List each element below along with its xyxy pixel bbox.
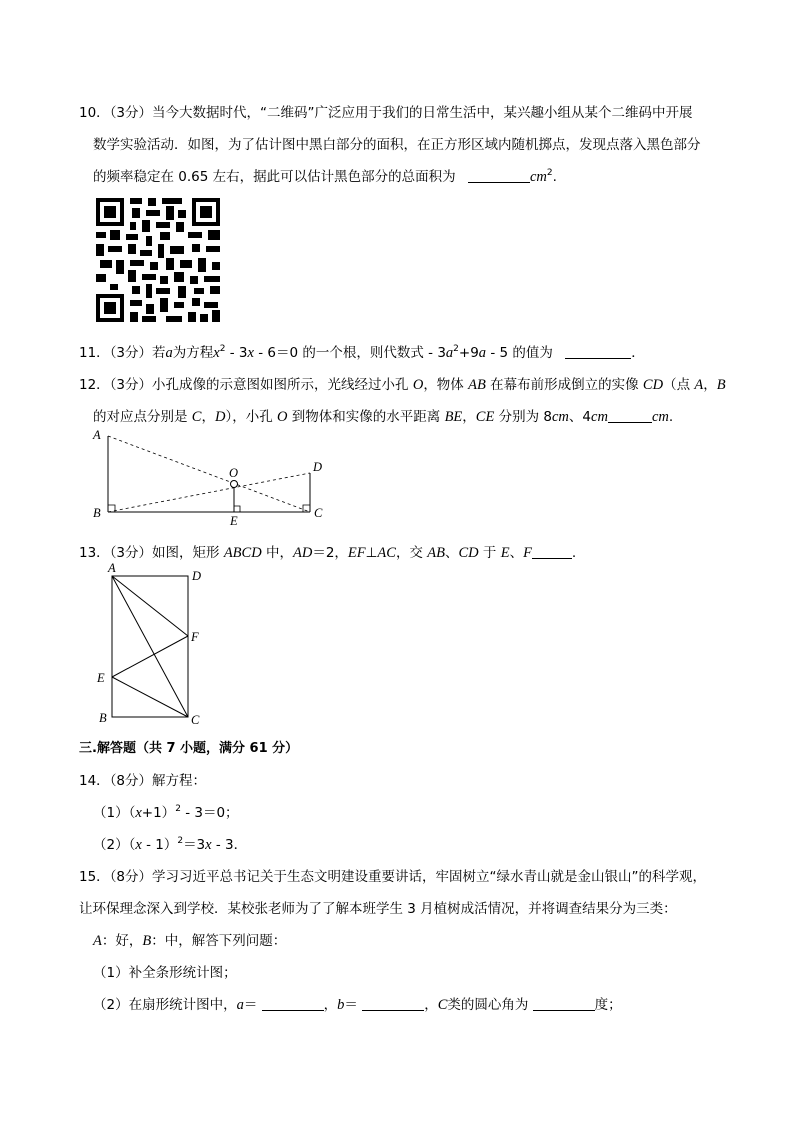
q12-line1 xyxy=(79,373,726,394)
q12-text: ），小孔 xyxy=(225,409,277,425)
q13-end: . xyxy=(571,545,577,561)
q15-line3 xyxy=(93,929,286,950)
q12-var: D xyxy=(214,409,226,425)
q12-line2 xyxy=(93,405,673,426)
label-C: C xyxy=(191,713,200,727)
q11-text: - 3 xyxy=(225,345,248,361)
q12-unit: cm xyxy=(651,409,669,425)
q12-var: CD xyxy=(642,377,664,393)
q13-text: 如图，矩形 xyxy=(152,545,224,561)
qr-code-image xyxy=(96,198,220,322)
q11-text: +9 xyxy=(458,345,479,361)
q11-score: （3分） xyxy=(109,345,153,361)
q14-sup: 2 xyxy=(175,804,181,814)
q11-line xyxy=(79,341,645,362)
q15-text: ：好， xyxy=(101,933,143,949)
q15-blank-angle[interactable] xyxy=(533,996,595,1011)
q12-var: O xyxy=(412,377,424,393)
q11-var-x: x xyxy=(247,345,254,361)
q15-part1: （1）补全条形统计图； xyxy=(93,965,237,981)
q11-sup: 2 xyxy=(453,344,459,354)
q14-sup: 2 xyxy=(177,836,184,846)
q13-text: 中， xyxy=(261,545,293,561)
q11-var-x: x xyxy=(213,345,220,361)
q15-line2 xyxy=(79,897,677,917)
label-E: E xyxy=(230,514,238,528)
q15-text: 类的圆心角为 xyxy=(447,997,533,1013)
q12-var: BE xyxy=(444,409,463,425)
q15-var: C xyxy=(437,997,448,1013)
q14-text: （2）（ xyxy=(93,837,136,853)
q12-text: ， xyxy=(703,377,717,393)
q13-text: ，交 xyxy=(395,545,428,561)
q11-text: - 6＝0 的一个根，则代数式 - 3 xyxy=(253,345,446,361)
q11-var-a: a xyxy=(478,345,487,361)
q12-score: （3分） xyxy=(109,377,153,393)
q15-var: B xyxy=(142,933,152,949)
q15-text-2: 让环保理念深入到学校．某校张老师为了了解本班学生 3 月植树成活情况，并将调查结果分为三类： xyxy=(79,901,677,917)
q10-text-1: 当今大数据时代，“二维码”广泛应用于我们的日常生活中，某兴趣小组从某个二维码中开展 xyxy=(152,105,693,121)
q10-answer-blank[interactable] xyxy=(468,168,530,183)
q10-line2 xyxy=(93,133,701,153)
q11-text: 若 xyxy=(152,345,166,361)
pinhole-diagram xyxy=(88,425,338,530)
q15-text: ：中，解答下列问题： xyxy=(151,933,287,949)
q12-answer-blank[interactable] xyxy=(608,408,652,423)
q10-line3 xyxy=(93,165,557,186)
q14-text: - 1） xyxy=(141,837,178,853)
q15-blank-b[interactable] xyxy=(362,996,424,1011)
q15-part2 xyxy=(93,993,622,1014)
q13-var: F xyxy=(523,545,532,561)
q12-end: . xyxy=(668,409,674,425)
q12-unit: cm xyxy=(591,409,608,425)
q13-text: 于 xyxy=(478,545,501,561)
q12-unit: cm xyxy=(552,409,569,425)
q11-end: ． xyxy=(631,345,645,361)
q11-text: - 5 的值为 xyxy=(486,345,553,361)
q11-var-a: a xyxy=(165,345,173,361)
q10-text-2: 数学实验活动．如图，为了估计图中黑白部分的面积，在正方形区域内随机掷点，发现点落入黑色部分 xyxy=(93,137,701,153)
q13-text: 、 xyxy=(509,545,524,561)
q15-score: （8分） xyxy=(109,869,153,885)
label-O: O xyxy=(229,466,239,480)
q10-score: （3分） xyxy=(109,105,153,121)
q14-text: （1）（ xyxy=(93,805,136,821)
q15-text: ， xyxy=(323,997,338,1013)
q13-text: 、 xyxy=(444,545,459,561)
q11-number: 11． xyxy=(79,345,110,361)
q10-line1 xyxy=(79,101,693,121)
q14-var: x xyxy=(135,805,142,821)
q12-text: ， xyxy=(462,409,476,425)
q12-text: 小孔成像的示意图如图所示，光线经过小孔 xyxy=(152,377,413,393)
q12-text: 的对应点分别是 xyxy=(93,409,192,425)
q13-var: AB xyxy=(427,545,445,561)
q12-var: A xyxy=(694,377,704,393)
q13-line xyxy=(79,541,576,562)
q13-var: AC xyxy=(377,545,396,561)
q12-var: CE xyxy=(475,409,495,425)
q13-text: ＝2， xyxy=(312,545,348,561)
label-E: E xyxy=(97,671,105,685)
q13-answer-blank[interactable] xyxy=(532,544,572,559)
q15-var: a xyxy=(236,997,244,1013)
label-B: B xyxy=(93,506,101,520)
q15-text: ， xyxy=(424,997,438,1013)
q13-var: EF xyxy=(347,545,366,561)
q15-var: A xyxy=(93,933,102,949)
q10-unit-sup: 2 xyxy=(546,168,553,178)
q14-title-line xyxy=(79,769,206,789)
q14-text: +1） xyxy=(141,805,176,821)
q12-text: 、4 xyxy=(568,409,592,425)
q11-answer-blank[interactable] xyxy=(565,344,631,359)
label-F: F xyxy=(191,630,199,644)
label-D: D xyxy=(313,460,323,474)
q14-score: （8分） xyxy=(109,773,153,789)
q15-text: （2）在扇形统计图中， xyxy=(93,997,237,1013)
q10-number: 10． xyxy=(79,105,110,121)
q14-var: x xyxy=(205,837,212,853)
q13-var: E xyxy=(500,545,510,561)
q11-var-a: a xyxy=(445,345,454,361)
section-heading: 三.解答题（共 7 小题，满分 61 分） xyxy=(79,741,299,756)
q12-text: 到物体和实像的水平距离 xyxy=(287,409,445,425)
q12-var: B xyxy=(716,377,726,393)
label-A: A xyxy=(108,561,116,575)
q15-text: 度； xyxy=(594,997,622,1013)
q14-part2 xyxy=(93,833,247,854)
label-B: B xyxy=(99,711,107,725)
q14-text: - 3． xyxy=(211,837,248,853)
q12-var: AB xyxy=(468,377,486,393)
q12-text: 分别为 8 xyxy=(494,409,552,425)
q15-line1 xyxy=(79,865,706,885)
q13-text: ⊥ xyxy=(365,545,378,561)
q14-text: ＝3 xyxy=(183,837,206,853)
q11-sup: 2 xyxy=(219,344,226,354)
q15-text: ＝ xyxy=(344,997,363,1013)
q12-text: 在幕布前形成倒立的实像 xyxy=(485,377,643,393)
label-A: A xyxy=(93,428,101,442)
q13-number: 13． xyxy=(79,545,110,561)
q15-blank-a[interactable] xyxy=(262,996,324,1011)
q12-var: O xyxy=(277,409,288,425)
q15-text-1: 学习习近平总书记关于生态文明建设重要讲话，牢固树立“绿水青山就是金山银山”的科学观， xyxy=(152,869,707,885)
q12-var: C xyxy=(191,409,202,425)
q14-var: x xyxy=(135,837,142,853)
q13-score: （3分） xyxy=(109,545,153,561)
q14-text: - 3＝0； xyxy=(180,805,239,821)
q12-text: ，物体 xyxy=(423,377,469,393)
q14-title: 解方程： xyxy=(152,773,207,789)
q12-text: （点 xyxy=(663,377,695,393)
q10-unit: cm xyxy=(529,169,547,185)
q10-text-3: 的频率稳定在 0.65 左右，据此可以估计黑色部分的总面积为 xyxy=(93,169,456,185)
q10-end: . xyxy=(552,169,557,185)
label-D: D xyxy=(192,569,202,583)
q14-number: 14． xyxy=(79,773,110,789)
rectangle-diagram xyxy=(92,560,212,730)
q14-part1 xyxy=(93,801,239,822)
q13-var: CD xyxy=(458,545,479,561)
q15-text: ＝ xyxy=(243,997,262,1013)
q13-var: AD xyxy=(292,545,313,561)
q12-number: 12． xyxy=(79,377,110,393)
q13-var: ABCD xyxy=(223,545,262,561)
label-C: C xyxy=(314,506,323,520)
q11-text: 为方程 xyxy=(172,345,214,361)
q15-number: 15． xyxy=(79,869,110,885)
q15-var: b xyxy=(337,997,345,1013)
q12-text: ， xyxy=(201,409,215,425)
